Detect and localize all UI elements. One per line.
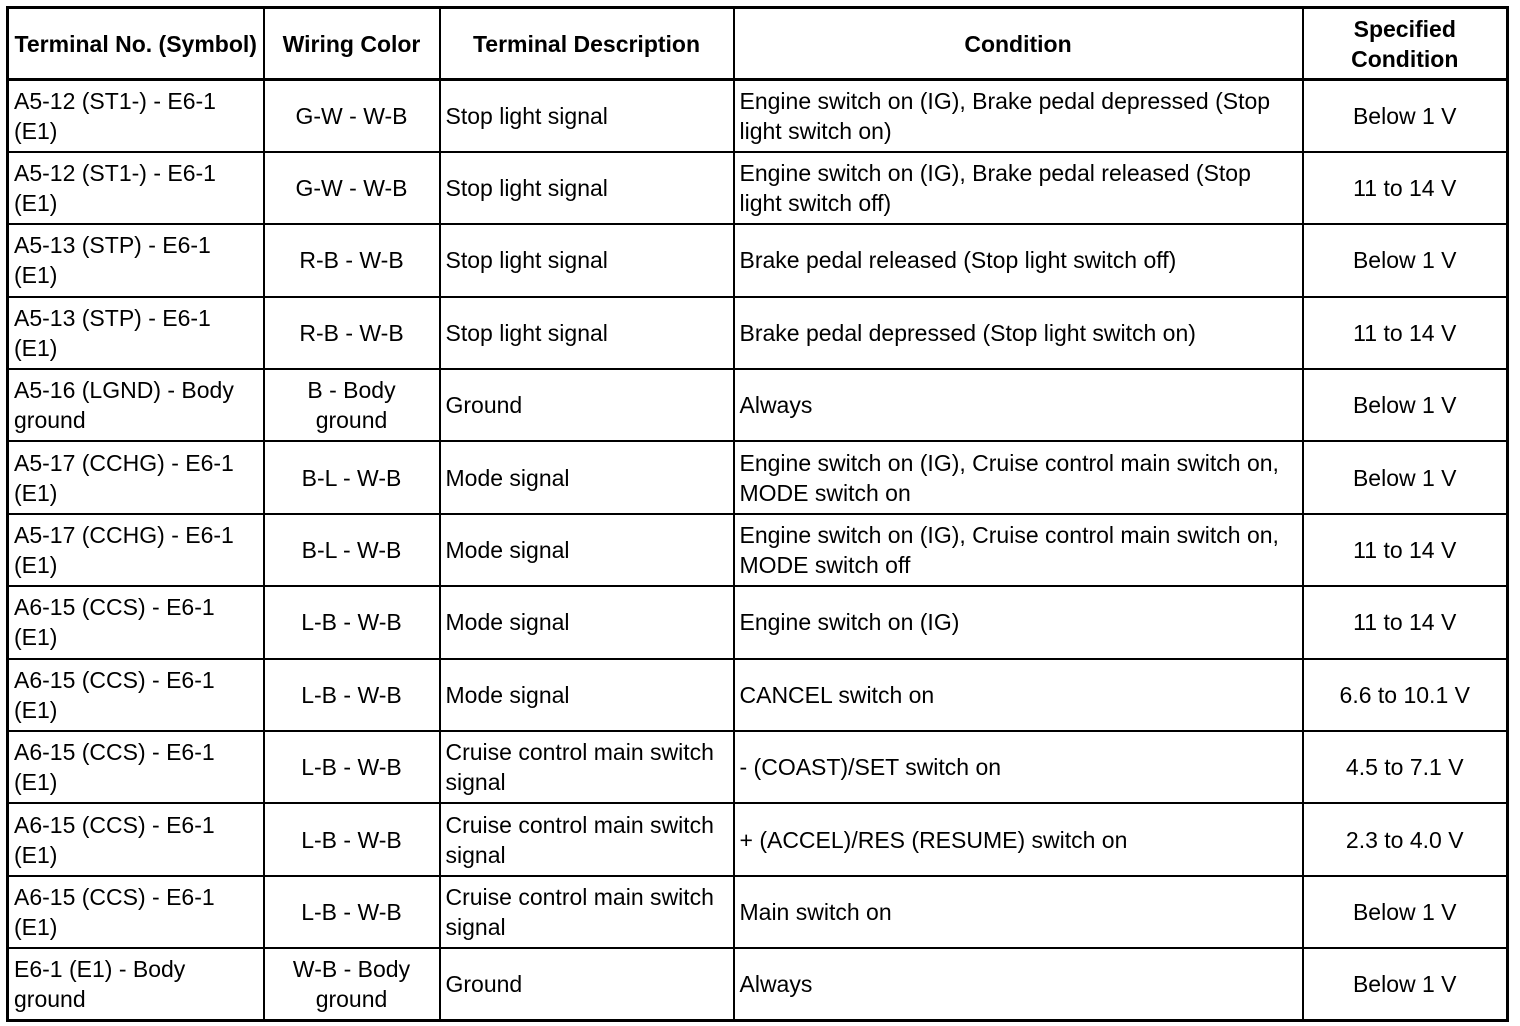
table-row — [8, 369, 1508, 441]
cell-wiring-color: W-B - Body ground — [264, 948, 440, 1020]
cell-specified-condition: Below 1 V — [1303, 948, 1508, 1020]
cell-specified-condition: 11 to 14 V — [1303, 297, 1508, 369]
cell-condition: Engine switch on (IG) — [734, 586, 1303, 658]
cell-terminal-description: Ground — [440, 369, 734, 441]
table-row — [8, 876, 1508, 948]
cell-terminal: A6-15 (CCS) - E6-1 (E1) — [8, 659, 264, 731]
cell-terminal-description: Mode signal — [440, 514, 734, 586]
cell-terminal: A5-12 (ST1-) - E6-1 (E1) — [8, 80, 264, 152]
cell-terminal-description: Mode signal — [440, 586, 734, 658]
cell-terminal-description: Stop light signal — [440, 224, 734, 296]
table-row — [8, 297, 1508, 369]
cell-terminal-description: Mode signal — [440, 659, 734, 731]
cell-terminal: E6-1 (E1) - Body ground — [8, 948, 264, 1020]
cell-specified-condition: 4.5 to 7.1 V — [1303, 731, 1508, 803]
cell-condition: Engine switch on (IG), Brake pedal released (Stop light switch off) — [734, 152, 1303, 224]
cell-terminal: A5-17 (CCHG) - E6-1 (E1) — [8, 441, 264, 513]
cell-terminal-description: Cruise control main switch signal — [440, 876, 734, 948]
table-row — [8, 803, 1508, 875]
cell-condition: Engine switch on (IG), Cruise control main switch on, MODE switch off — [734, 514, 1303, 586]
header-row — [8, 8, 1508, 80]
header-terminal-description: Terminal Description — [440, 8, 734, 80]
header-specified-condition: Specified Condition — [1303, 8, 1508, 80]
cell-condition: CANCEL switch on — [734, 659, 1303, 731]
cell-terminal: A5-12 (ST1-) - E6-1 (E1) — [8, 152, 264, 224]
header-terminal: Terminal No. (Symbol) — [8, 8, 264, 80]
cell-specified-condition: 6.6 to 10.1 V — [1303, 659, 1508, 731]
table-row — [8, 80, 1508, 152]
cell-specified-condition: Below 1 V — [1303, 369, 1508, 441]
table-header — [8, 8, 1508, 80]
cell-wiring-color: R-B - W-B — [264, 297, 440, 369]
cell-specified-condition: 11 to 14 V — [1303, 586, 1508, 658]
cell-wiring-color: L-B - W-B — [264, 659, 440, 731]
table-row — [8, 586, 1508, 658]
cell-condition: Engine switch on (IG), Brake pedal depressed (Stop light switch on) — [734, 80, 1303, 152]
cell-wiring-color: L-B - W-B — [264, 731, 440, 803]
cell-terminal: A6-15 (CCS) - E6-1 (E1) — [8, 731, 264, 803]
table-row — [8, 948, 1508, 1020]
cell-wiring-color: G-W - W-B — [264, 80, 440, 152]
cell-condition: Brake pedal depressed (Stop light switch on) — [734, 297, 1303, 369]
table-row — [8, 441, 1508, 513]
cell-specified-condition: 2.3 to 4.0 V — [1303, 803, 1508, 875]
table-row — [8, 152, 1508, 224]
cell-wiring-color: L-B - W-B — [264, 803, 440, 875]
terminal-spec-table — [6, 6, 1509, 1022]
cell-specified-condition: Below 1 V — [1303, 441, 1508, 513]
cell-specified-condition: 11 to 14 V — [1303, 152, 1508, 224]
cell-condition: - (COAST)/SET switch on — [734, 731, 1303, 803]
cell-terminal: A5-17 (CCHG) - E6-1 (E1) — [8, 514, 264, 586]
cell-wiring-color: L-B - W-B — [264, 586, 440, 658]
cell-condition: Brake pedal released (Stop light switch off) — [734, 224, 1303, 296]
table-row — [8, 224, 1508, 296]
cell-specified-condition: Below 1 V — [1303, 80, 1508, 152]
cell-terminal-description: Cruise control main switch signal — [440, 803, 734, 875]
cell-terminal-description: Mode signal — [440, 441, 734, 513]
cell-terminal: A6-15 (CCS) - E6-1 (E1) — [8, 586, 264, 658]
table-row — [8, 731, 1508, 803]
cell-specified-condition: Below 1 V — [1303, 224, 1508, 296]
cell-terminal-description: Cruise control main switch signal — [440, 731, 734, 803]
cell-terminal: A5-16 (LGND) - Body ground — [8, 369, 264, 441]
header-wiring-color: Wiring Color — [264, 8, 440, 80]
cell-terminal-description: Stop light signal — [440, 297, 734, 369]
cell-terminal: A6-15 (CCS) - E6-1 (E1) — [8, 803, 264, 875]
cell-condition: Engine switch on (IG), Cruise control main switch on, MODE switch on — [734, 441, 1303, 513]
cell-terminal-description: Ground — [440, 948, 734, 1020]
cell-wiring-color: B-L - W-B — [264, 514, 440, 586]
cell-wiring-color: G-W - W-B — [264, 152, 440, 224]
cell-specified-condition: 11 to 14 V — [1303, 514, 1508, 586]
cell-specified-condition: Below 1 V — [1303, 876, 1508, 948]
cell-wiring-color: R-B - W-B — [264, 224, 440, 296]
cell-wiring-color: L-B - W-B — [264, 876, 440, 948]
table-row — [8, 659, 1508, 731]
cell-condition: Always — [734, 948, 1303, 1020]
cell-terminal-description: Stop light signal — [440, 80, 734, 152]
cell-condition: Always — [734, 369, 1303, 441]
header-condition: Condition — [734, 8, 1303, 80]
cell-terminal: A5-13 (STP) - E6-1 (E1) — [8, 224, 264, 296]
table-body — [8, 80, 1508, 1021]
cell-terminal: A5-13 (STP) - E6-1 (E1) — [8, 297, 264, 369]
cell-condition: + (ACCEL)/RES (RESUME) switch on — [734, 803, 1303, 875]
cell-terminal-description: Stop light signal — [440, 152, 734, 224]
cell-terminal: A6-15 (CCS) - E6-1 (E1) — [8, 876, 264, 948]
cell-wiring-color: B-L - W-B — [264, 441, 440, 513]
cell-condition: Main switch on — [734, 876, 1303, 948]
cell-wiring-color: B - Body ground — [264, 369, 440, 441]
table-row — [8, 514, 1508, 586]
